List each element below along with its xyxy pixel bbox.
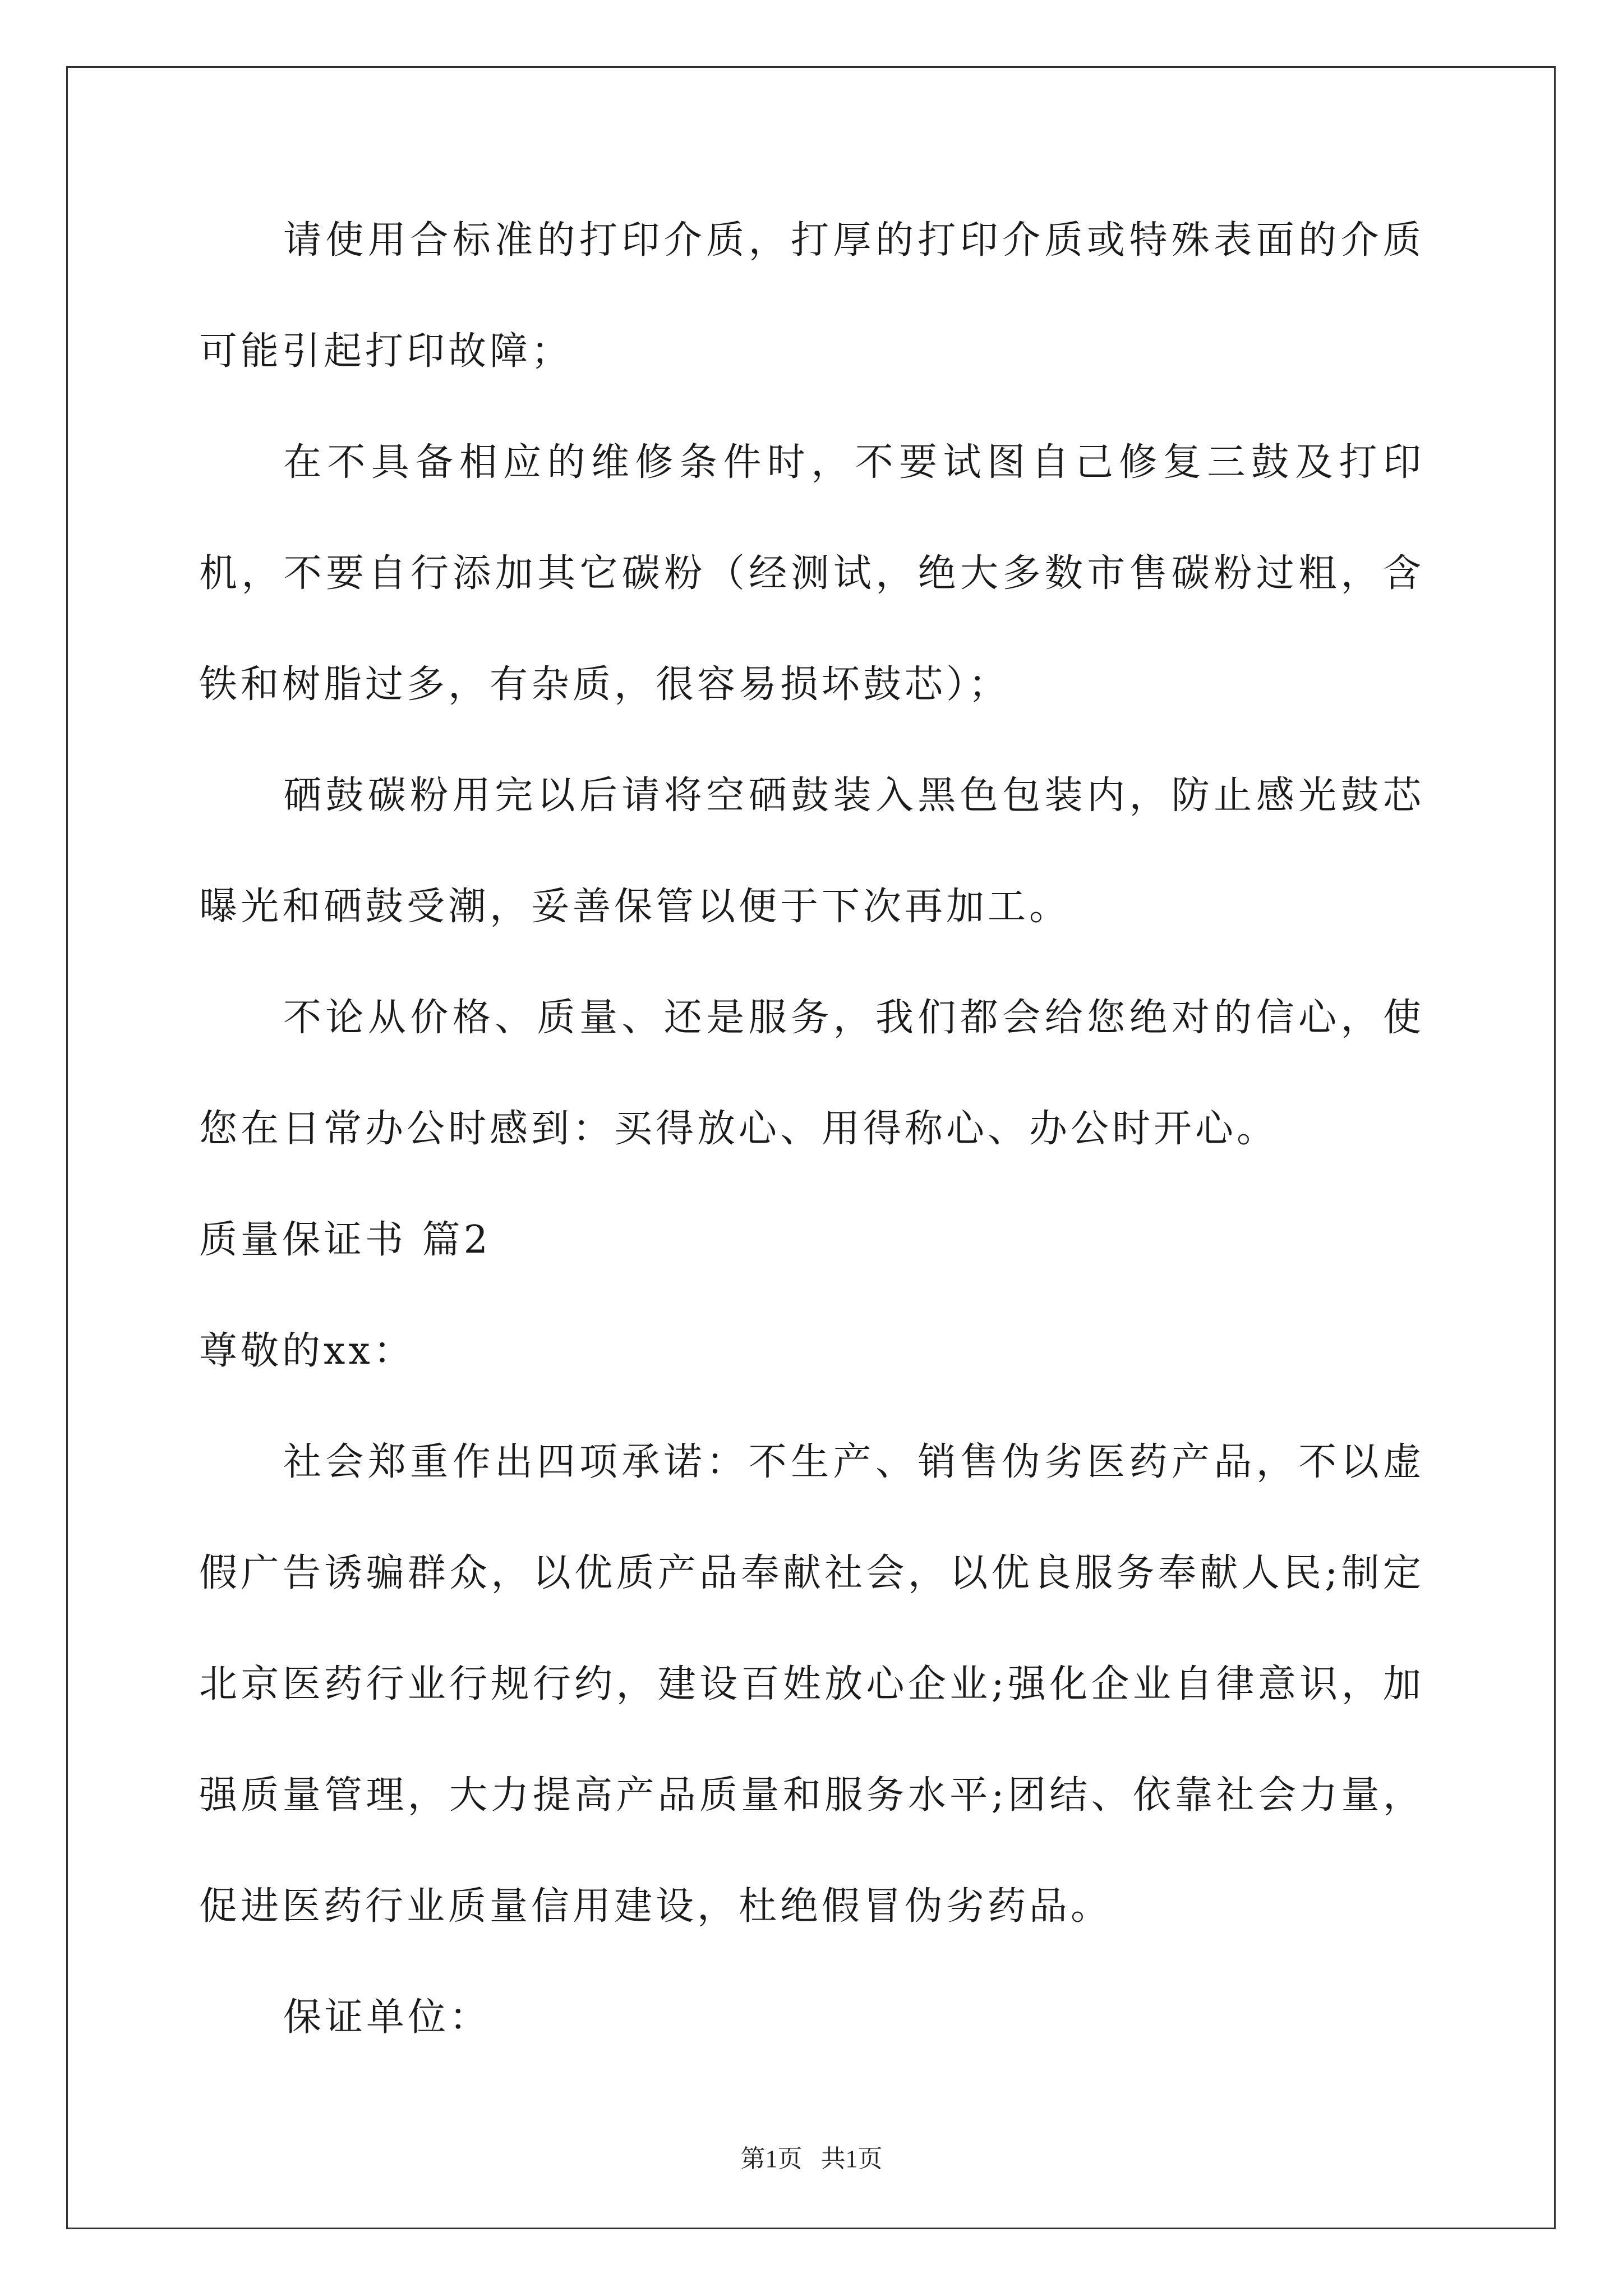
salutation: 尊敬的xx：: [199, 1329, 415, 1373]
section-heading: 质量保证书 篇2: [199, 1218, 491, 1262]
paragraph-commitments: 社会郑重作出四项承诺：不生产、销售伪劣医药产品，不以虚假广告诱骗群众，以优质产品奉献社会，以优良服务奉献人民;制定北京医药行业行规行约，建设百姓放心企业;强化企业自律意识，加强质量管理，大力提高产品质量和服务水平;团结、依靠社会力量，促进医药行业质量信用建设，杜绝假冒伪劣药品。: [199, 1440, 1424, 1929]
paragraph-repair-warning: 在不具备相应的维修条件时，不要试图自己修复三鼓及打印机，不要自行添加其它碳粉（经测试，绝大多数市售碳粉过粗，含铁和树脂过多，有杂质，很容易损坏鼓芯）；: [199, 440, 1424, 707]
paragraph-confidence: 不论从价格、质量、还是服务，我们都会给您绝对的信心，使您在日常办公时感到：买得放心、用得称心、办公时开心。: [199, 996, 1424, 1151]
document-body: [199, 185, 1424, 2073]
guarantor-line: 保证单位：: [283, 1995, 491, 2040]
page-number: 第1页: [740, 2145, 803, 2173]
paragraph-print-media: 请使用合标准的打印介质，打厚的打印介质或特殊表面的介质可能引起打印故障；: [199, 218, 1424, 374]
page-total: 共1页: [820, 2145, 883, 2173]
page-footer: [0, 2138, 1623, 2174]
paragraph-drum-storage: 硒鼓碳粉用完以后请将空硒鼓装入黑色包装内，防止感光鼓芯曝光和硒鼓受潮，妥善保管以便于下次再加工。: [199, 774, 1424, 929]
